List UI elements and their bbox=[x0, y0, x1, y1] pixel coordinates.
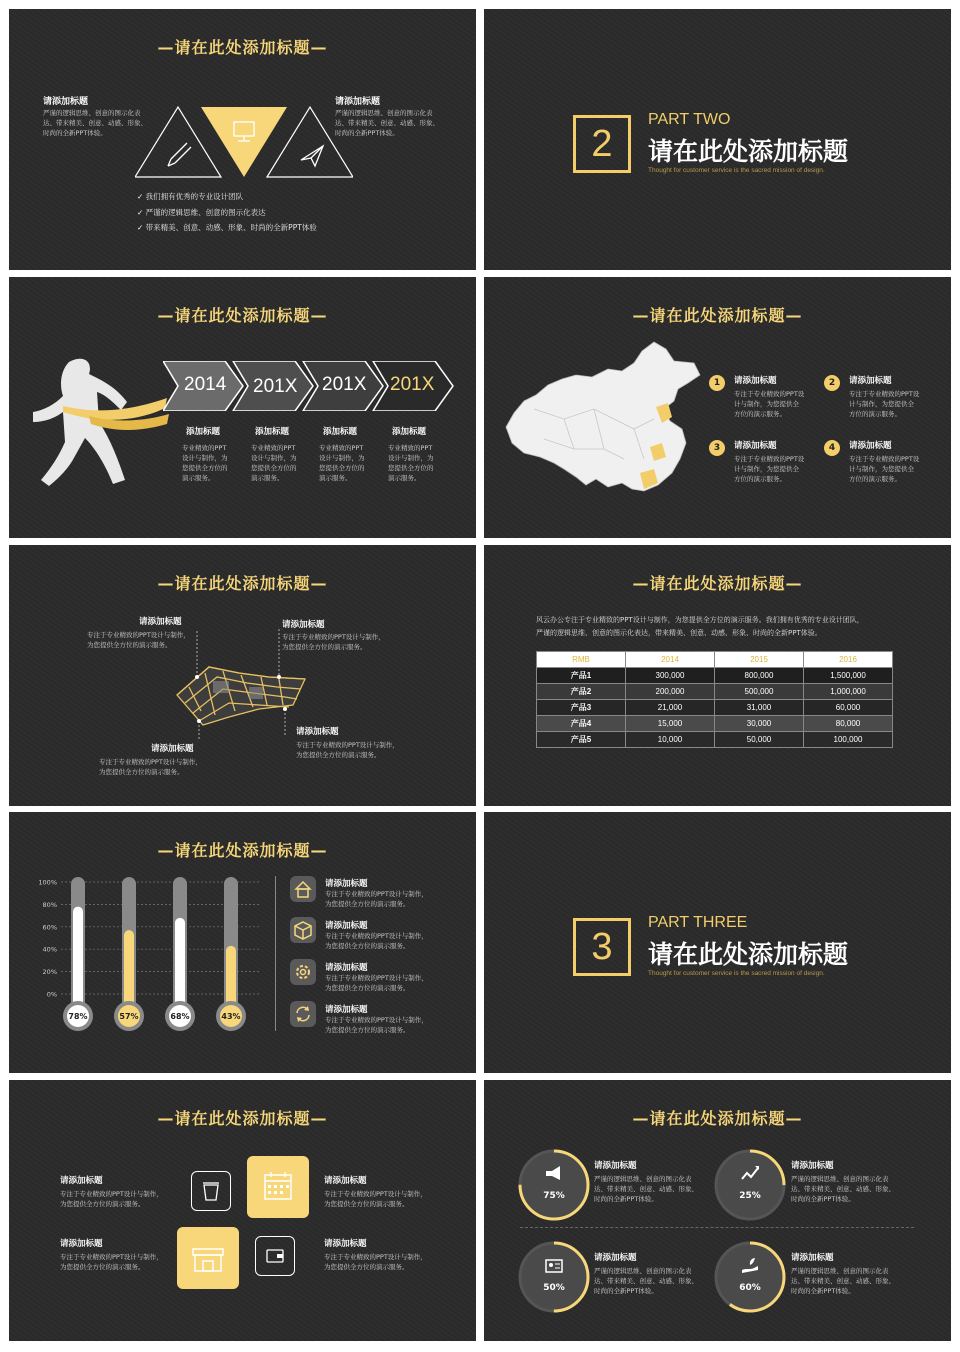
item-text: 严谨的逻辑思维、创意的图示化表 达、带来精美、创意、动感、形象、 时尚的全新PPT体验。 bbox=[594, 1175, 698, 1203]
slide-9[interactable] bbox=[9, 1080, 476, 1341]
item-heading: 请添加标题 bbox=[282, 620, 325, 630]
item-text: 专注于专业精致的PPT设计与制作， 为您提供全方位的演示服务。 bbox=[60, 1190, 163, 1208]
table-cell: 产品5 bbox=[537, 732, 626, 748]
year-4: 201X bbox=[390, 374, 435, 395]
item-heading: 请添加标题 bbox=[734, 441, 777, 451]
y-tick-label: 0% bbox=[46, 990, 57, 999]
item-text: 专注于专业精致的PPT设计与制作， 为您提供全方位的演示服务。 bbox=[325, 890, 428, 908]
table-row bbox=[537, 700, 893, 716]
item-heading: 请添加标题 bbox=[849, 441, 892, 451]
china-map bbox=[504, 339, 704, 504]
table-cell: 21,000 bbox=[626, 700, 715, 716]
divider bbox=[275, 876, 276, 1031]
table-row bbox=[537, 732, 893, 748]
item-text: 专注于专业精致的PPT设计与制作， 为您提供全方位的演示服务。 bbox=[282, 633, 385, 651]
table-cell: 100,000 bbox=[804, 732, 893, 748]
pencil-icon bbox=[168, 143, 191, 166]
left-heading: 请添加标题 bbox=[43, 97, 89, 107]
item-heading: 添加标题 bbox=[255, 427, 290, 437]
table-row bbox=[537, 684, 893, 700]
cup-icon bbox=[191, 1171, 231, 1211]
table-cell: 31,000 bbox=[715, 700, 804, 716]
progress-ring bbox=[516, 1147, 592, 1223]
item-heading: 请添加标题 bbox=[325, 963, 368, 973]
slide-title: —请在此处添加标题— bbox=[632, 574, 803, 593]
year-1: 2014 bbox=[184, 374, 227, 395]
table-cell: 80,000 bbox=[804, 716, 893, 732]
slide-8[interactable] bbox=[484, 812, 951, 1073]
slide-title: —请在此处添加标题— bbox=[157, 306, 328, 325]
item-heading: 请添加标题 bbox=[325, 1005, 368, 1015]
bar-fill bbox=[175, 918, 185, 1014]
bar-value-label: 78% bbox=[68, 1012, 88, 1021]
y-tick-label: 40% bbox=[42, 945, 57, 954]
item-heading: 请添加标题 bbox=[594, 1253, 637, 1263]
triangles-graphic bbox=[135, 104, 353, 180]
wallet-icon bbox=[255, 1236, 295, 1276]
slide-1[interactable] bbox=[9, 9, 476, 270]
part-subtitle: Thought for customer service is the sacred mission of design. bbox=[648, 970, 825, 977]
table-cell: 50,000 bbox=[715, 732, 804, 748]
item-text: 专业精致的PPT 设计与制作，为 您提供全方位的 演示服务。 bbox=[251, 444, 297, 482]
item-heading: 请添加标题 bbox=[325, 921, 368, 931]
year-2: 201X bbox=[253, 376, 298, 397]
item-heading: 请添加标题 bbox=[734, 376, 777, 386]
item-heading: 请添加标题 bbox=[324, 1239, 367, 1249]
item-text: 专注于专业精致的PPT设 计与制作，为您提供全 方位的演示服务。 bbox=[849, 455, 920, 483]
table-cell: 500,000 bbox=[715, 684, 804, 700]
number-badge: 3 bbox=[709, 440, 725, 456]
data-table bbox=[536, 651, 893, 748]
table-cell: 产品1 bbox=[537, 668, 626, 684]
table-cell: 800,000 bbox=[715, 668, 804, 684]
number-badge: 2 bbox=[824, 375, 840, 391]
item-text: 专注于专业精致的PPT设计与制作， 为您提供全方位的演示服务。 bbox=[296, 741, 399, 759]
left-text: 严谨的逻辑思维、创意的图示化表 达、带来精美、创意、动感、形象、 时尚的全新PPT体验。 bbox=[43, 109, 147, 137]
box-icon bbox=[290, 917, 316, 943]
bullet-item: ✓ 我们拥有优秀的专业设计团队 bbox=[137, 192, 244, 201]
table-cell: 200,000 bbox=[626, 684, 715, 700]
item-heading: 请添加标题 bbox=[139, 617, 182, 627]
table-cell: 产品3 bbox=[537, 700, 626, 716]
table-cell: 产品4 bbox=[537, 716, 626, 732]
y-tick-label: 80% bbox=[42, 900, 57, 909]
item-text: 严谨的逻辑思维、创意的图示化表 达、带来精美、创意、动感、形象、 时尚的全新PPT体验。 bbox=[594, 1267, 698, 1295]
y-tick-label: 100% bbox=[38, 878, 57, 887]
divider bbox=[520, 1227, 914, 1228]
table-cell: 30,000 bbox=[715, 716, 804, 732]
bar-value-label: 43% bbox=[221, 1012, 241, 1021]
item-text: 严谨的逻辑思维、创意的图示化表 达、带来精美、创意、动感、形象、 时尚的全新PPT体验。 bbox=[791, 1175, 895, 1203]
y-tick-label: 20% bbox=[42, 968, 57, 977]
item-text: 专注于专业精致的PPT设计与制作， 为您提供全方位的演示服务。 bbox=[324, 1253, 427, 1271]
wave-grid-graphic bbox=[89, 625, 329, 755]
item-text: 专注于专业精致的PPT设计与制作， 为您提供全方位的演示服务。 bbox=[325, 932, 428, 950]
item-text: 专注于专业精致的PPT设计与制作， 为您提供全方位的演示服务。 bbox=[87, 631, 190, 649]
item-heading: 添加标题 bbox=[186, 427, 221, 437]
progress-ring bbox=[712, 1239, 788, 1315]
table-header-cell: 2016 bbox=[804, 652, 893, 668]
thermometer-bar bbox=[216, 877, 246, 1031]
table-cell: 10,000 bbox=[626, 732, 715, 748]
slide-7[interactable] bbox=[9, 812, 476, 1073]
slide-2[interactable] bbox=[484, 9, 951, 270]
part-number: 2 bbox=[573, 115, 631, 173]
percent-label: 75% bbox=[543, 1191, 565, 1201]
item-heading: 请添加标题 bbox=[296, 727, 339, 737]
thermometer-bar bbox=[114, 877, 144, 1031]
refresh-icon bbox=[290, 1001, 316, 1027]
calendar-icon bbox=[247, 1156, 309, 1218]
item-text: 专注于专业精致的PPT设计与制作， 为您提供全方位的演示服务。 bbox=[99, 758, 202, 776]
number-badge: 4 bbox=[824, 440, 840, 456]
intro-text: 风云办公专注于专业精致的PPT设计与制作，为您提供全方位的演示服务。我们拥有优秀的专业设计团队， 严谨的逻辑思维、创意的图示化表达，带来精美、创意、动感、形象、时尚的全新PPT体验。 bbox=[536, 616, 864, 637]
percent-label: 50% bbox=[543, 1283, 565, 1293]
part-title: 请在此处添加标题 bbox=[648, 940, 849, 969]
table-header-cell: RMB bbox=[537, 652, 626, 668]
percent-label: 60% bbox=[739, 1283, 761, 1293]
item-heading: 请添加标题 bbox=[60, 1176, 103, 1186]
item-text: 专注于专业精致的PPT设计与制作， 为您提供全方位的演示服务。 bbox=[325, 1016, 428, 1034]
item-heading: 请添加标题 bbox=[791, 1253, 834, 1263]
right-heading: 请添加标题 bbox=[335, 97, 381, 107]
table-row bbox=[537, 668, 893, 684]
runner-figure bbox=[29, 352, 179, 492]
slide-6[interactable] bbox=[484, 545, 951, 806]
slide-title: —请在此处添加标题— bbox=[157, 841, 328, 860]
slide-title: —请在此处添加标题— bbox=[632, 1109, 803, 1128]
progress-ring bbox=[516, 1239, 592, 1315]
paper-plane-icon bbox=[301, 146, 323, 166]
thermometer-bar bbox=[63, 877, 93, 1031]
thermometer-bar bbox=[165, 877, 195, 1031]
table-cell: 15,000 bbox=[626, 716, 715, 732]
table-cell: 300,000 bbox=[626, 668, 715, 684]
item-text: 专注于专业精致的PPT设 计与制作，为您提供全 方位的演示服务。 bbox=[734, 455, 805, 483]
item-heading: 添加标题 bbox=[323, 427, 358, 437]
bullet-list bbox=[137, 189, 317, 236]
bullet-item: ✓ 带来精美、创意、动感、形象、时尚的全新PPT体验 bbox=[137, 223, 317, 232]
slide-5[interactable] bbox=[9, 545, 476, 806]
item-heading: 请添加标题 bbox=[151, 744, 194, 754]
y-tick-label: 60% bbox=[42, 923, 57, 932]
item-text: 专注于专业精致的PPT设计与制作， 为您提供全方位的演示服务。 bbox=[324, 1190, 427, 1208]
right-text: 严谨的逻辑思维、创意的图示化表 达、带来精美、创意、动感、形象、 时尚的全新PPT体验。 bbox=[335, 109, 439, 137]
slide-10[interactable] bbox=[484, 1080, 951, 1341]
thermometer-svg bbox=[29, 872, 289, 1073]
slide-title: —请在此处添加标题— bbox=[157, 574, 328, 593]
item-heading: 添加标题 bbox=[392, 427, 427, 437]
number-badge: 1 bbox=[709, 375, 725, 391]
part-title: 请在此处添加标题 bbox=[648, 137, 849, 166]
bar-value-label: 68% bbox=[170, 1012, 190, 1021]
percent-label: 25% bbox=[739, 1191, 761, 1201]
item-text: 专注于专业精致的PPT设计与制作， 为您提供全方位的演示服务。 bbox=[60, 1253, 163, 1271]
slide-title: —请在此处添加标题— bbox=[157, 38, 328, 57]
table-header-cell: 2014 bbox=[626, 652, 715, 668]
gear-icon bbox=[290, 959, 316, 985]
bar-value-label: 57% bbox=[119, 1012, 139, 1021]
table-cell: 60,000 bbox=[804, 700, 893, 716]
table-header-cell: 2015 bbox=[715, 652, 804, 668]
item-text: 严谨的逻辑思维、创意的图示化表 达、带来精美、创意、动感、形象、 时尚的全新PPT体验。 bbox=[791, 1267, 895, 1295]
table-header-row bbox=[537, 652, 893, 668]
part-subtitle: Thought for customer service is the sacred mission of design. bbox=[648, 167, 825, 174]
part-label: PART TWO bbox=[648, 111, 731, 128]
table-cell: 产品2 bbox=[537, 684, 626, 700]
table-row bbox=[537, 716, 893, 732]
shop-icon bbox=[177, 1227, 239, 1289]
item-heading: 请添加标题 bbox=[325, 879, 368, 889]
slide-4[interactable] bbox=[484, 277, 951, 538]
item-heading: 请添加标题 bbox=[594, 1161, 637, 1171]
item-heading: 请添加标题 bbox=[324, 1176, 367, 1186]
item-heading: 请添加标题 bbox=[849, 376, 892, 386]
bar-fill bbox=[73, 907, 83, 1014]
item-text: 专注于专业精致的PPT设 计与制作，为您提供全 方位的演示服务。 bbox=[849, 390, 920, 418]
item-text: 专注于专业精致的PPT设计与制作， 为您提供全方位的演示服务。 bbox=[325, 974, 428, 992]
part-label: PART THREE bbox=[648, 914, 748, 931]
house-icon bbox=[290, 876, 316, 902]
slide-title: —请在此处添加标题— bbox=[632, 306, 803, 325]
item-heading: 请添加标题 bbox=[791, 1161, 834, 1171]
part-number: 3 bbox=[573, 918, 631, 976]
slide-3[interactable] bbox=[9, 277, 476, 538]
progress-ring bbox=[712, 1147, 788, 1223]
item-text: 专业精致的PPT 设计与制作，为 您提供全方位的 演示服务。 bbox=[388, 444, 434, 482]
slide-title: —请在此处添加标题— bbox=[157, 1109, 328, 1128]
item-text: 专业精致的PPT 设计与制作，为 您提供全方位的 演示服务。 bbox=[319, 444, 365, 482]
item-text: 专注于专业精致的PPT设 计与制作，为您提供全 方位的演示服务。 bbox=[734, 390, 805, 418]
year-3: 201X bbox=[322, 374, 367, 395]
bullet-item: ✓ 严谨的逻辑思维、创意的图示化表达 bbox=[137, 207, 266, 217]
item-heading: 请添加标题 bbox=[60, 1239, 103, 1249]
table-cell: 1,500,000 bbox=[804, 668, 893, 684]
table-cell: 1,000,000 bbox=[804, 684, 893, 700]
item-text: 专业精致的PPT 设计与制作，为 您提供全方位的 演示服务。 bbox=[182, 444, 228, 482]
